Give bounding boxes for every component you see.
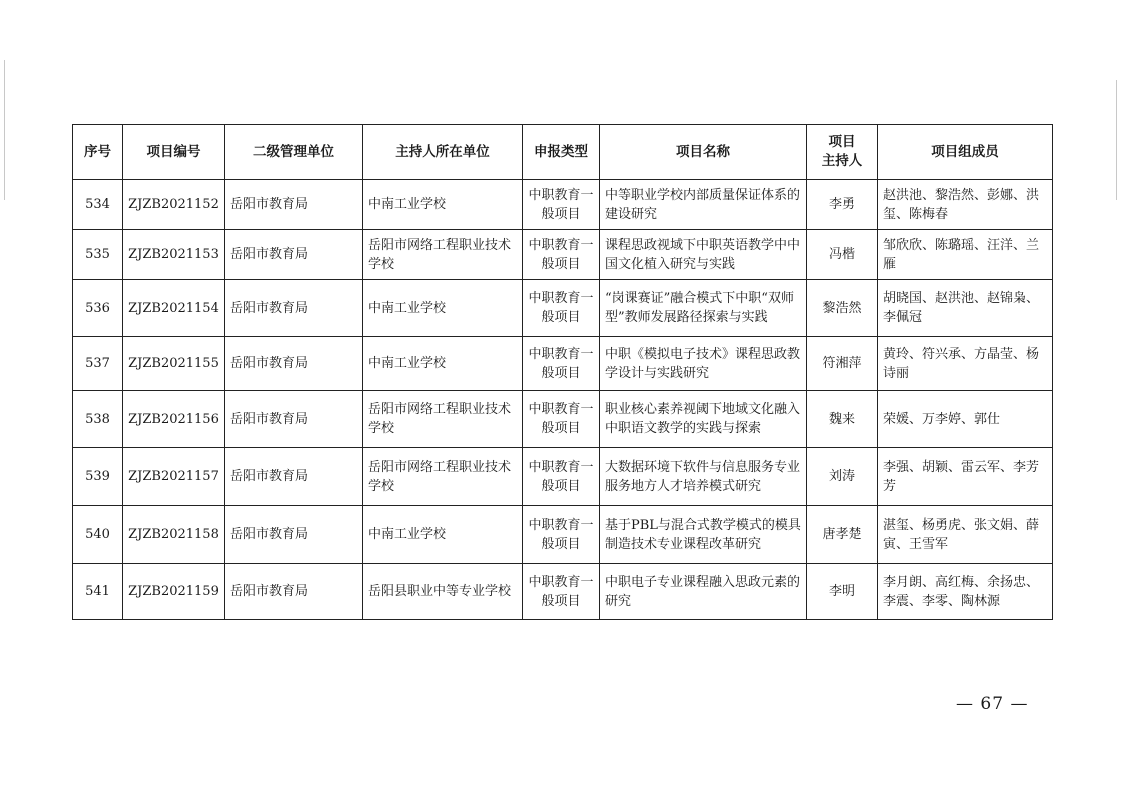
host-unit-cell: 岳阳市网络工程职业技术学校 — [363, 448, 523, 506]
table-row — [73, 391, 1053, 448]
header-cell: 项目名称 — [600, 125, 807, 180]
table-row — [73, 280, 1053, 337]
team-members-cell: 李强、胡颖、雷云军、李芳芳 — [878, 448, 1053, 506]
header-cell: 项目组成员 — [878, 125, 1053, 180]
project-leader-cell: 冯楷 — [807, 230, 878, 280]
host-unit-cell: 中南工业学校 — [363, 180, 523, 230]
management-unit-cell: 岳阳市教育局 — [225, 280, 363, 337]
table-row — [73, 448, 1053, 506]
header-cell: 申报类型 — [523, 125, 600, 180]
team-members-cell: 湛玺、杨勇虎、张文娟、薛寅、王雪军 — [878, 506, 1053, 564]
project-name-cell: 中职电子专业课程融入思政元素的研究 — [600, 564, 807, 620]
scan-edge-mark — [1116, 80, 1117, 200]
project-leader-cell: 李明 — [807, 564, 878, 620]
management-unit-cell: 岳阳市教育局 — [225, 337, 363, 391]
project-code-cell: ZJZB2021155 — [123, 337, 225, 391]
project-code-cell: ZJZB2021154 — [123, 280, 225, 337]
application-type-cell: 中职教育一般项目 — [523, 506, 600, 564]
host-unit-cell: 岳阳县职业中等专业学校 — [363, 564, 523, 620]
project-table — [72, 124, 1053, 620]
table-row — [73, 337, 1053, 391]
team-members-cell: 黄玲、符兴承、方晶莹、杨诗丽 — [878, 337, 1053, 391]
project-leader-cell: 李勇 — [807, 180, 878, 230]
project-name-cell: 课程思政视域下中职英语教学中中国文化植入研究与实践 — [600, 230, 807, 280]
team-members-cell: 荣媛、万李婷、郭仕 — [878, 391, 1053, 448]
header-cell: 二级管理单位 — [225, 125, 363, 180]
project-name-cell: 中等职业学校内部质量保证体系的建设研究 — [600, 180, 807, 230]
host-unit-cell: 岳阳市网络工程职业技术学校 — [363, 230, 523, 280]
team-members-cell: 李月朗、高红梅、余扬忠、李震、李零、陶林源 — [878, 564, 1053, 620]
host-unit-cell: 中南工业学校 — [363, 337, 523, 391]
management-unit-cell: 岳阳市教育局 — [225, 564, 363, 620]
management-unit-cell: 岳阳市教育局 — [225, 391, 363, 448]
application-type-cell: 中职教育一般项目 — [523, 337, 600, 391]
row-number-cell: 537 — [73, 337, 123, 391]
project-name-cell: 中职《模拟电子技术》课程思政教学设计与实践研究 — [600, 337, 807, 391]
management-unit-cell: 岳阳市教育局 — [225, 230, 363, 280]
project-code-cell: ZJZB2021152 — [123, 180, 225, 230]
management-unit-cell: 岳阳市教育局 — [225, 448, 363, 506]
application-type-cell: 中职教育一般项目 — [523, 391, 600, 448]
scan-edge-mark — [4, 60, 5, 200]
management-unit-cell: 岳阳市教育局 — [225, 506, 363, 564]
management-unit-cell: 岳阳市教育局 — [225, 180, 363, 230]
project-code-cell: ZJZB2021153 — [123, 230, 225, 280]
team-members-cell: 邹欣欣、陈璐瑶、汪洋、兰雁 — [878, 230, 1053, 280]
project-leader-cell: 唐孝楚 — [807, 506, 878, 564]
row-number-cell: 538 — [73, 391, 123, 448]
application-type-cell: 中职教育一般项目 — [523, 448, 600, 506]
project-code-cell: ZJZB2021158 — [123, 506, 225, 564]
table-row — [73, 180, 1053, 230]
project-leader-cell: 刘涛 — [807, 448, 878, 506]
table-row — [73, 230, 1053, 280]
row-number-cell: 541 — [73, 564, 123, 620]
project-code-cell: ZJZB2021159 — [123, 564, 225, 620]
header-cell: 主持人所在单位 — [363, 125, 523, 180]
application-type-cell: 中职教育一般项目 — [523, 280, 600, 337]
project-code-cell: ZJZB2021156 — [123, 391, 225, 448]
row-number-cell: 535 — [73, 230, 123, 280]
project-name-cell: 基于PBL与混合式教学模式的模具制造技术专业课程改革研究 — [600, 506, 807, 564]
team-members-cell: 胡晓国、赵洪池、赵锦枭、李佩冠 — [878, 280, 1053, 337]
project-code-cell: ZJZB2021157 — [123, 448, 225, 506]
host-unit-cell: 中南工业学校 — [363, 506, 523, 564]
page-number: — 67 — — [956, 694, 1029, 714]
project-name-cell: “岗课赛证”融合模式下中职“双师型”教师发展路径探索与实践 — [600, 280, 807, 337]
header-cell: 项目 主持人 — [807, 125, 878, 180]
header-cell: 序号 — [73, 125, 123, 180]
project-leader-cell: 魏来 — [807, 391, 878, 448]
table-row — [73, 506, 1053, 564]
row-number-cell: 534 — [73, 180, 123, 230]
application-type-cell: 中职教育一般项目 — [523, 564, 600, 620]
team-members-cell: 赵洪池、黎浩然、彭娜、洪玺、陈梅春 — [878, 180, 1053, 230]
application-type-cell: 中职教育一般项目 — [523, 180, 600, 230]
project-name-cell: 职业核心素养视阈下地域文化融入中职语文教学的实践与探索 — [600, 391, 807, 448]
table-row — [73, 564, 1053, 620]
project-name-cell: 大数据环境下软件与信息服务专业服务地方人才培养模式研究 — [600, 448, 807, 506]
project-leader-cell: 黎浩然 — [807, 280, 878, 337]
host-unit-cell: 岳阳市网络工程职业技术学校 — [363, 391, 523, 448]
table-header-row — [73, 125, 1053, 180]
row-number-cell: 540 — [73, 506, 123, 564]
row-number-cell: 536 — [73, 280, 123, 337]
row-number-cell: 539 — [73, 448, 123, 506]
project-leader-cell: 符湘萍 — [807, 337, 878, 391]
application-type-cell: 中职教育一般项目 — [523, 230, 600, 280]
host-unit-cell: 中南工业学校 — [363, 280, 523, 337]
header-cell: 项目编号 — [123, 125, 225, 180]
